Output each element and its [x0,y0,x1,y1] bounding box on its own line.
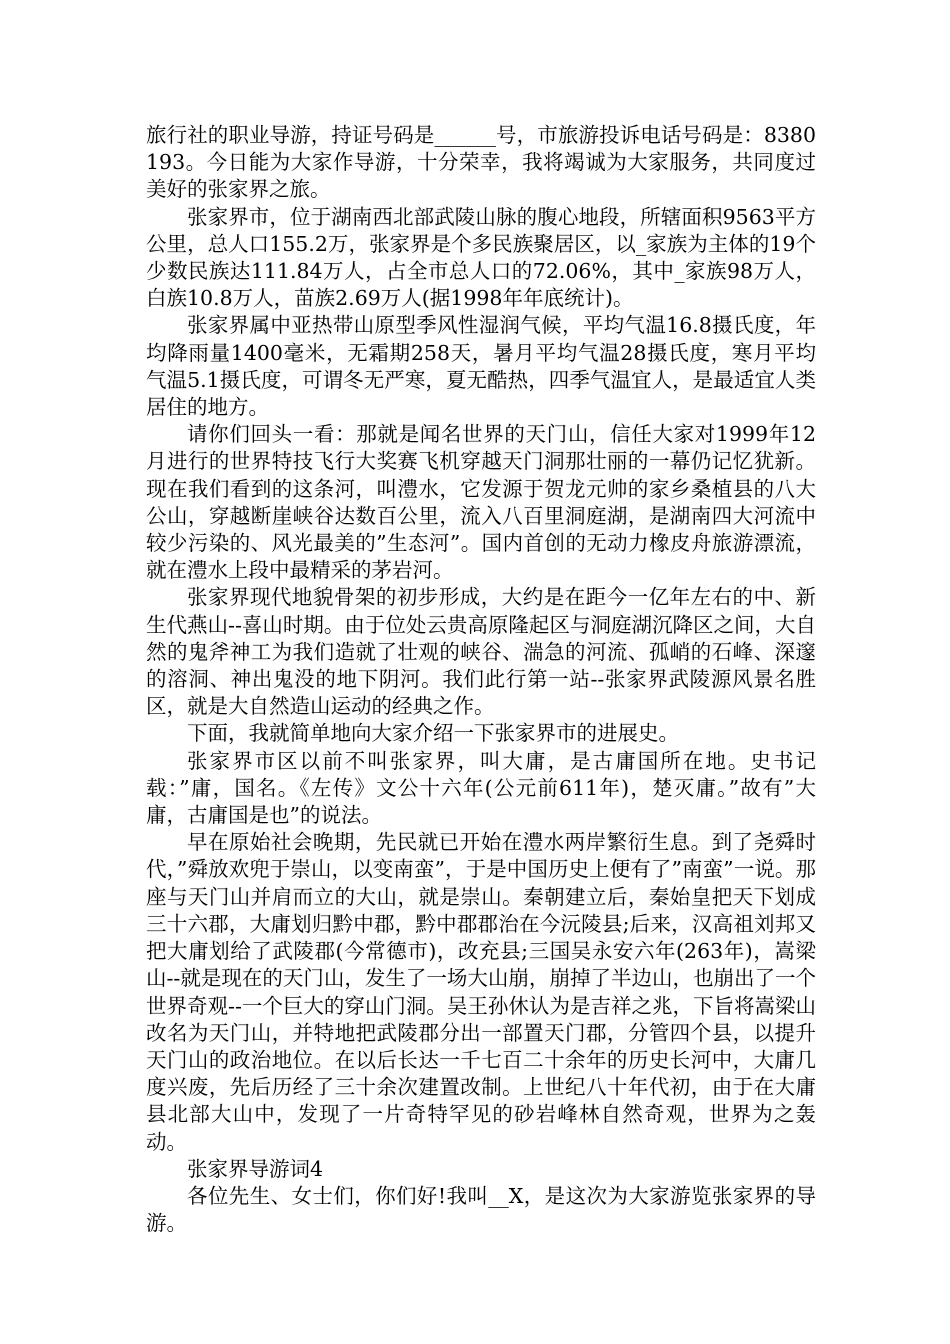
paragraph-dayong-name: 张家界市区以前不叫张家界，叫大庸，是古庸国所在地。史书记载：”庸，国名。《左传》文公十六年(公元前611年)，楚灭庸。”故有”大庸，古庸国是也”的说法。 [146,748,816,828]
document-page [146,122,816,1237]
paragraph-history-intro: 下面，我就简单地向大家介绍一下张家界市的进展史。 [187,721,679,746]
paragraph-city-overview: 张家界市，位于湖南西北部武陵山脉的腹心地段，所辖面积9563平方公里，总人口155.2万，张家界是个多民族聚居区，以_家族为主体的19个少数民族达111.84万人，占全市总人口的72.06%，其中_家族98万人，白族10.8万人，苗族2.69万人(据1998年年底统计)。 [146,204,816,311]
section-heading: 张家界导游词4 [187,1156,324,1181]
paragraph-landform: 张家界现代地貌骨架的初步形成，大约是在距今一亿年左右的中、新生代燕山--喜山时期。由于位处云贵高原隆起区与洞庭湖沉降区之间，大自然的鬼斧神工为我们造就了壮观的峡谷、湍急的河流、孤峭的石峰、深邃的溶洞、神出鬼没的地下阴河。我们此行第一站--张家界武陵源风景名胜区，就是大自然造山运动的经典之作。 [146,585,816,719]
paragraph-climate: 张家界属中亚热带山原型季风性湿润气候，平均气温16.8摄氏度，年均降雨量1400毫米，无霜期258天，暑月平均气温28摄氏度，寒月平均气温5.1摄氏度，可谓冬无严寒，夏无酷热，四季气温宜人，是最适宜人类居住的地方。 [146,313,816,420]
paragraph-greeting: 各位先生、女士们，你们好!我叫__X，是这次为大家游览张家界的导游。 [146,1183,816,1236]
paragraph-tianmen-mountain: 请你们回头一看：那就是闻名世界的天门山，信任大家对1999年12月进行的世界特技飞行大奖赛飞机穿越天门洞那壮丽的一幕仍记忆犹新。现在我们看到的这条河，叫澧水，它发源于贺龙元帅的家乡桑植县的八大公山，穿越断崖峡谷达数百公里，流入八百里洞庭湖，是湖南四大河流中较少污染的、风光最美的”生态河”。国内首创的无动力橡皮舟旅游漂流，就在澧水上段中最精采的茅岩河。 [146,422,816,583]
paragraph-history: 早在原始社会晚期，先民就已开始在澧水两岸繁衍生息。到了尧舜时代，”舜放欢兜于崇山，以变南蛮”，于是中国历史上便有了”南蛮”一说。那座与天门山并肩而立的大山，就是崇山。秦朝建立后，秦始皇把天下划成三十六郡，大庸划归黔中郡，黔中郡郡治在今沅陵县;后来，汉高祖刘邦又把大庸划给了武陵郡(今常德市)，改充县;三国吴永安六年(263年)，嵩梁山--就是现在的天门山，发生了一场大山崩，崩掉了半边山，也崩出了一个世界奇观--一个巨大的穿山门洞。吴王孙休认为是吉祥之兆，下旨将嵩梁山改名为天门山，并特地把武陵郡分出一部置天门郡，分管四个县，以提升天门山的政治地位。在以后长达一千七百二十余年的历史长河中，大庸几度兴废，先后历经了三十余次建置改制。上世纪八十年代初，由于在大庸县北部大山中，发现了一片奇特罕见的砂岩峰林自然奇观，世界为之轰动。 [146,830,816,1154]
paragraph-guide-intro: 旅行社的职业导游，持证号码是______号，市旅游投诉电话号码是：8380193。今日能为大家作导游，十分荣幸，我将竭诚为大家服务，共同度过美好的张家界之旅。 [146,123,816,202]
